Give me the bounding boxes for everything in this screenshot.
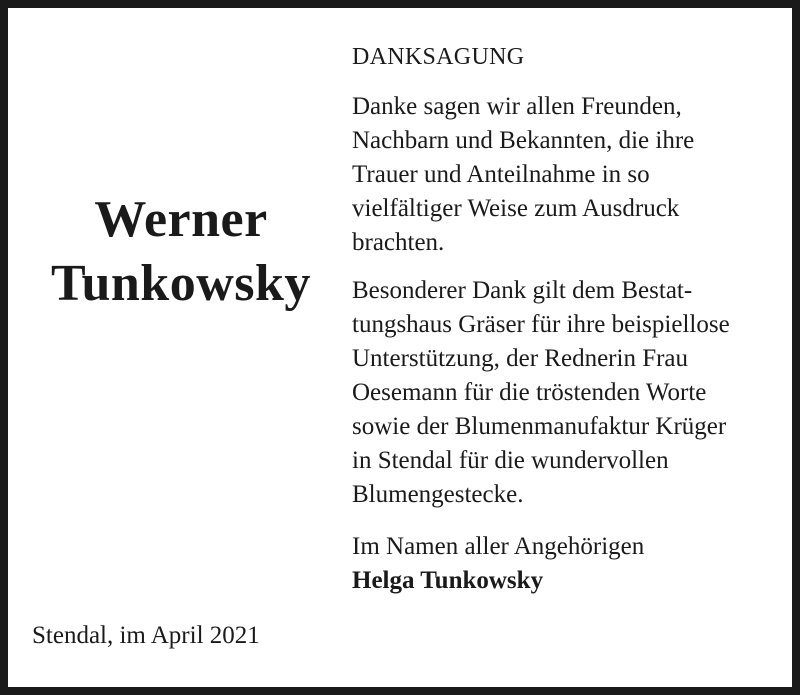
text-line: Danke sagen wir allen Freunden, <box>352 93 682 120</box>
text-line: Oesemann für die tröstenden Worte <box>352 379 707 406</box>
closing-line: Im Namen aller Angehörigen <box>352 533 645 560</box>
text-line: in Stendal für die wundervollen <box>352 447 669 474</box>
place-date: Stendal, im April 2021 <box>32 622 260 649</box>
text-line: brachten. <box>352 229 445 256</box>
deceased-last-name: Tunkowsky <box>51 255 311 312</box>
thanks-text-column <box>352 40 792 598</box>
text-line: Unterstützung, der Rednerin Frau <box>352 345 689 372</box>
text-line: Trauer und Anteilnahme in so <box>352 161 650 188</box>
deceased-name <box>32 188 330 316</box>
signer-name: Helga Tunkowsky <box>352 567 544 594</box>
signature-block <box>352 530 792 598</box>
thanks-paragraph-2 <box>352 274 792 512</box>
notice-heading: DANKSAGUNG <box>352 44 525 70</box>
text-line: Blumengestecke. <box>352 481 524 508</box>
text-line: Nachbarn und Bekannten, die ihre <box>352 127 695 154</box>
text-line: tungshaus Gräser für ihre beispiellose <box>352 311 730 338</box>
thanks-paragraph-1 <box>352 90 792 260</box>
text-line: Besonderer Dank gilt dem Bestat- <box>352 277 693 304</box>
text-line: vielfältiger Weise zum Ausdruck <box>352 195 680 222</box>
text-line: sowie der Blumenmanufaktur Krüger <box>352 413 727 440</box>
deceased-first-name: Werner <box>94 191 268 248</box>
